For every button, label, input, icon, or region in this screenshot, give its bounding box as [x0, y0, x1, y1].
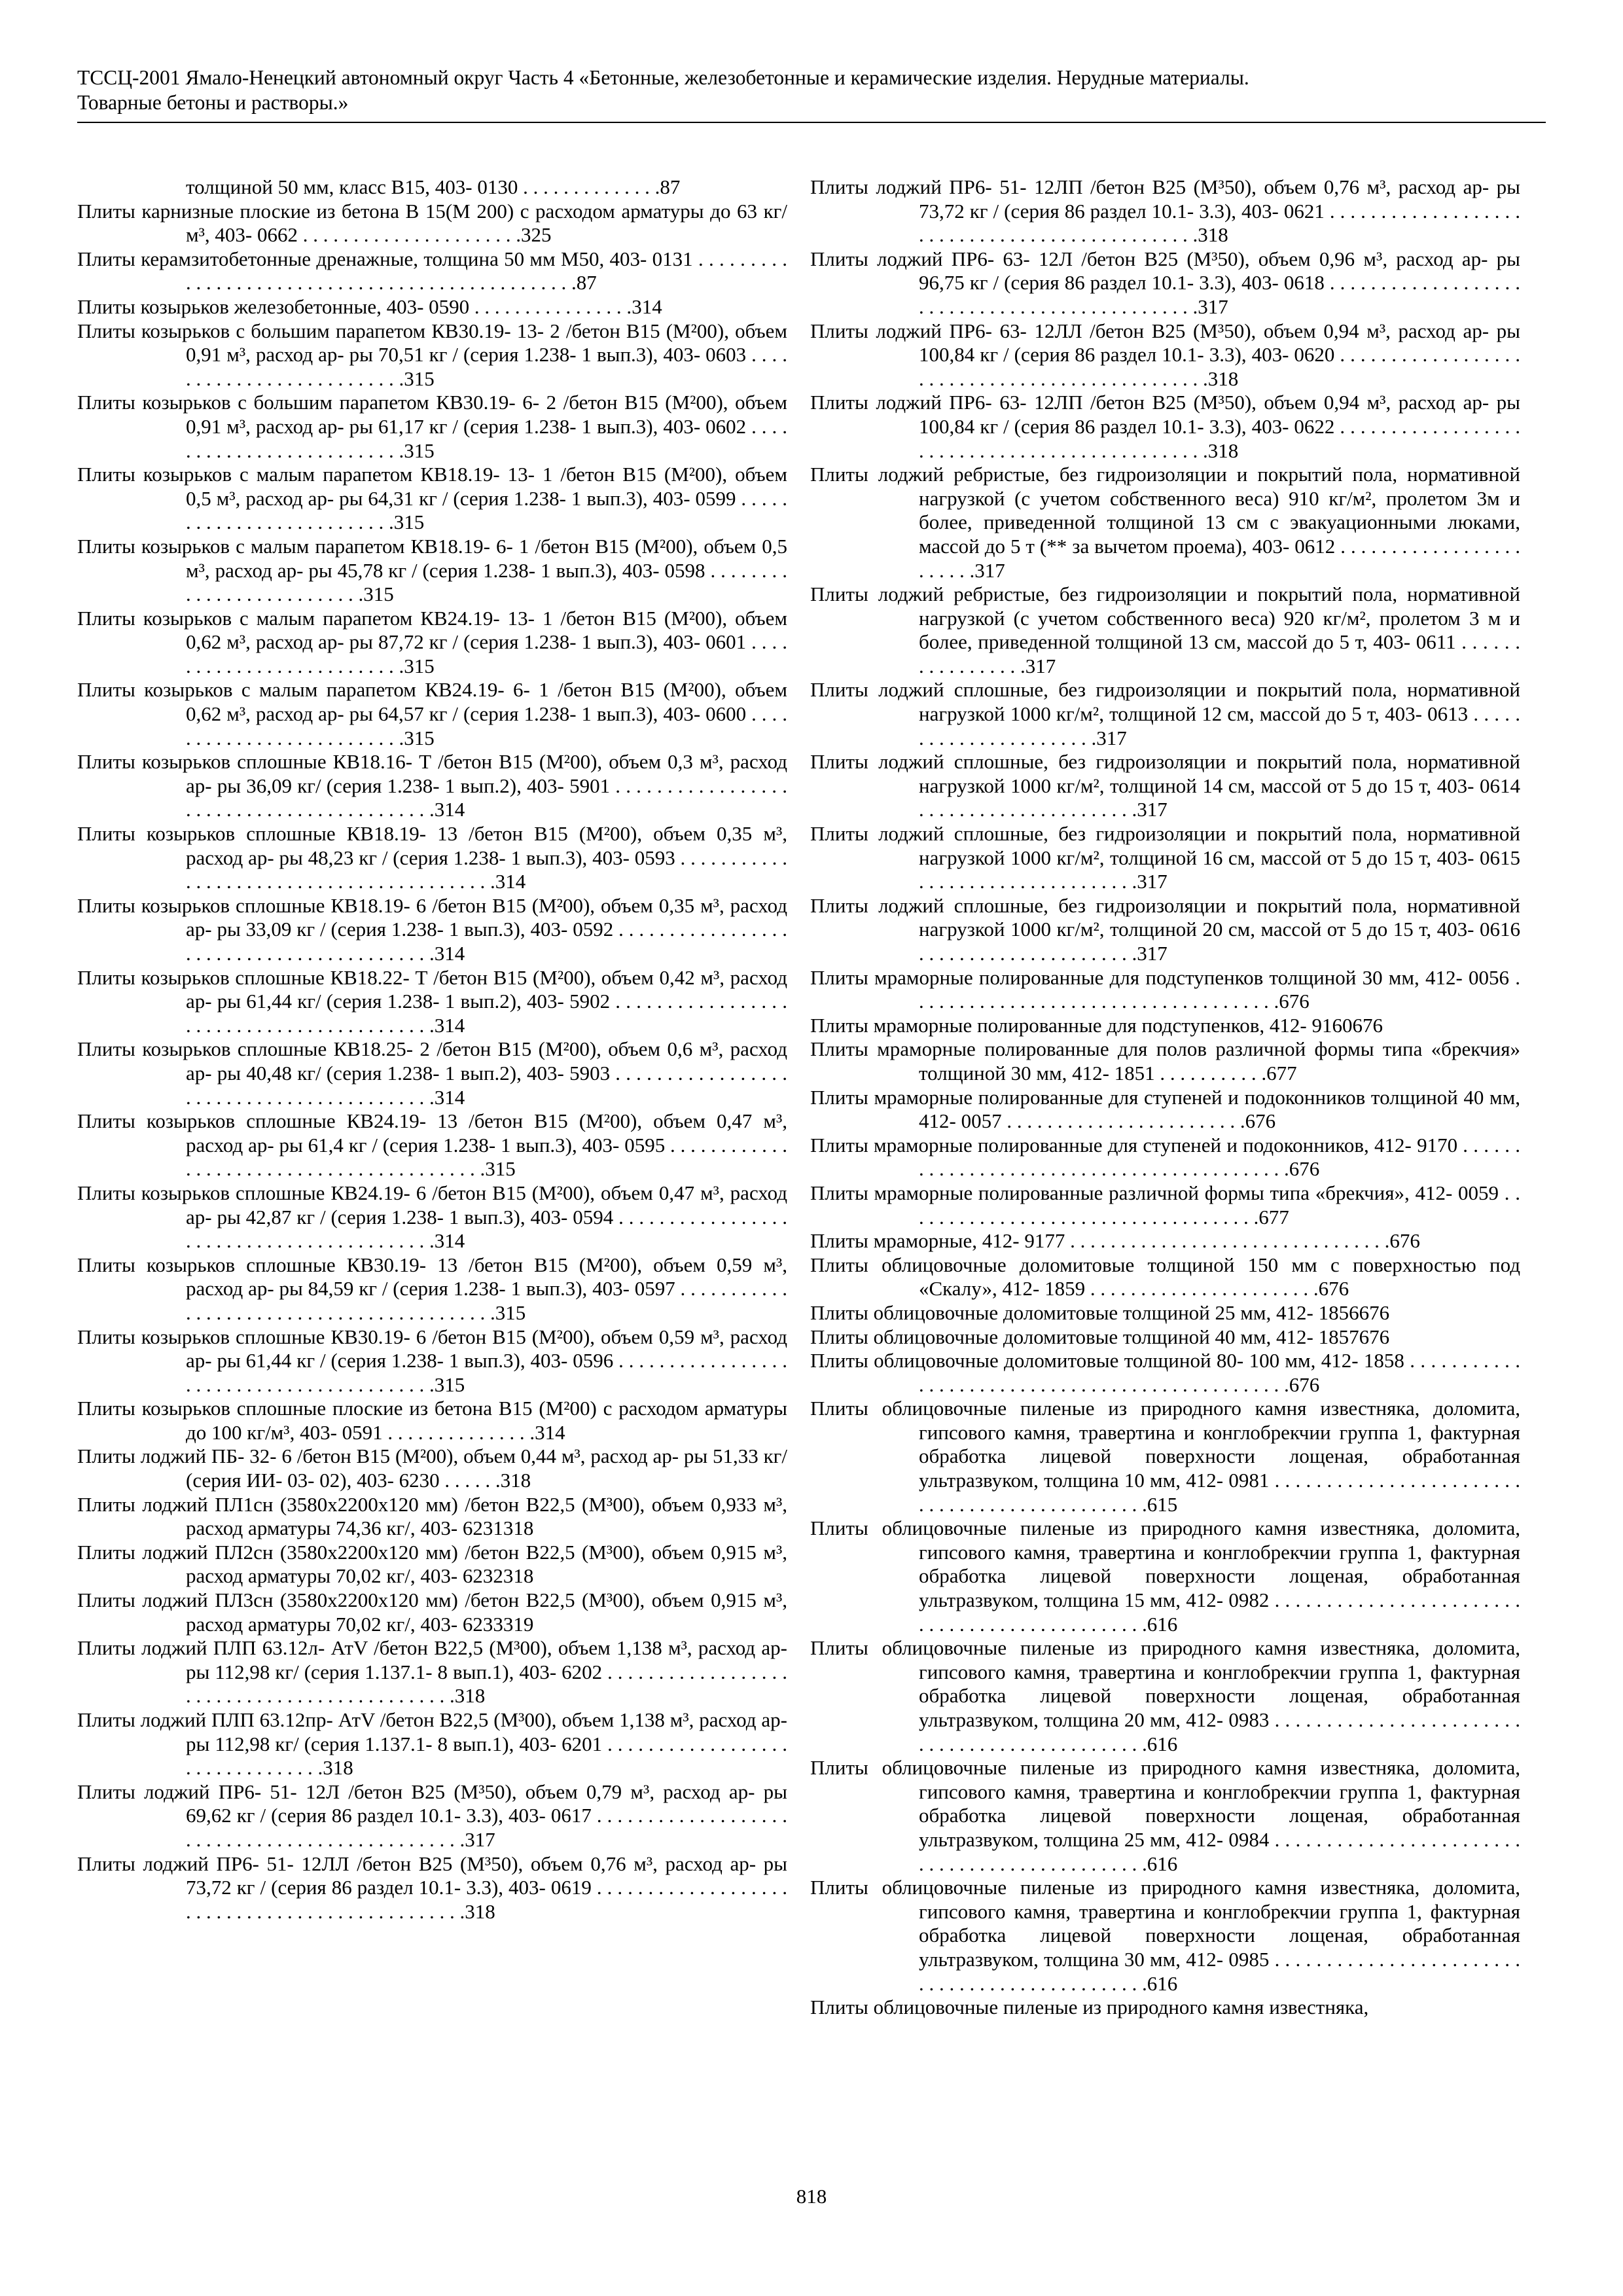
- index-entry: [810, 247, 1520, 319]
- index-entry-text: Плиты козырьков сплошные КВ24.19- 6 /бетон В15 (М²00), объем 0,47 м³, расход ар- ры 42,87 кг / (серия 1.238- 1 вып.3), 403- 0594 . . . . . . . . . . . . . . . . . . . . . . . . . . . . . . . . . . . . . . . . . .: [77, 1181, 787, 1253]
- index-entry-page: 616: [1147, 1852, 1178, 1875]
- index-entry-page: 676: [1359, 1325, 1390, 1348]
- index-entry-page: 315: [393, 511, 425, 534]
- index-entry-text: Плиты лоджий ПЛ1сн (3580х2200х120 мм) /бетон В22,5 (М³00), объем 0,933 м³, расход арматуры 74,36 кг/, 403- 6231: [77, 1492, 787, 1540]
- index-entry-text: Плиты лоджий ПБ- 32- 6 /бетон В15 (М²00), объем 0,44 м³, расход ар- ры 51,33 кг/ (серия ИИ- 03- 02), 403- 6230 . . . . . .: [77, 1444, 787, 1492]
- index-entry-text: Плиты облицовочные доломитовые толщиной 40 мм, 412- 1857: [810, 1325, 1359, 1348]
- index-entry-text: Плиты облицовочные пиленые из природного камня известняка, доломита, гипсового камня, травертина и конглобрекчии группа 1, фактурная обработка лицевой поверхности лощеная, обработанная ультразвуком, толщина 30 мм, 412- 0985 . . . . . . . . . . . . . . . . . . . . . . . . . . . . . . . . . . . . . . . . . . . . . . .: [810, 1876, 1520, 1995]
- index-entry-page: 317: [1025, 654, 1056, 677]
- index-entry: [810, 1014, 1520, 1038]
- index-entry-text: Плиты лоджий ПР6- 51- 12Л /бетон В25 (М³50), объем 0,79 м³, расход ар- ры 69,62 кг / (серия 86 раздел 10.1- 3.3), 403- 0617 . . . . . . . . . . . . . . . . . . . . . . . . . . . . . . . . . . . . . . . . . . . . . . .: [77, 1780, 787, 1851]
- index-entry-text: Плиты лоджий сплошные, без гидроизоляции и покрытий пола, нормативной нагрузкой 1000 кг/м², толщиной 16 см, массой от 5 до 15 т, 403- 0615 . . . . . . . . . . . . . . . . . . . . . .: [810, 822, 1520, 893]
- index-entry: [810, 1636, 1520, 1756]
- index-entry: [77, 1708, 787, 1780]
- index-entry-page: 616: [1147, 1971, 1178, 1995]
- index-entry-page: 317: [1096, 726, 1127, 749]
- index-entry-text: Плиты мраморные полированные для ступеней и подоконников толщиной 40 мм, 412- 0057 . . . . . . . . . . . . . . . . . . . . . . . .: [810, 1085, 1520, 1133]
- index-entry: [810, 1301, 1520, 1325]
- index-entry-text: Плиты козырьков с малым парапетом КВ18.19- 13- 1 /бетон В15 (М²00), объем 0,5 м³, расход ар- ры 64,31 кг / (серия 1.238- 1 вып.3), 403- 0599 . . . . . . . . . . . . . . . . . . . . . . . . . .: [77, 463, 787, 534]
- index-entry: [810, 319, 1520, 391]
- index-entry: [810, 583, 1520, 678]
- index-entry-text: Плиты облицовочные доломитовые толщиной 80- 100 мм, 412- 1858 . . . . . . . . . . . . . . . . . . . . . . . . . . . . . . . . . . . . . . . . . . . . . . . .: [810, 1349, 1520, 1396]
- index-entry: [77, 1037, 787, 1109]
- index-entry: [77, 1181, 787, 1253]
- index-entry-page: 314: [632, 295, 662, 318]
- index-entry: [77, 200, 787, 247]
- index-entry-page: 315: [404, 654, 435, 677]
- index-entry: [810, 1349, 1520, 1397]
- index-entry-page: 676: [1279, 990, 1310, 1013]
- index-entry-page: 315: [363, 583, 394, 606]
- index-entry-page: 317: [1137, 870, 1168, 893]
- index-entry: [77, 1636, 787, 1708]
- index-entry: [77, 607, 787, 679]
- index-entry-text: Плиты козырьков с малым парапетом КВ24.19- 6- 1 /бетон В15 (М²00), объем 0,62 м³, расход ар- ры 64,57 кг / (серия 1.238- 1 вып.3), 403- 0600 . . . . . . . . . . . . . . . . . . . . . . . . . .: [77, 678, 787, 749]
- index-entry-page: 314: [434, 1229, 465, 1253]
- index-entry-text: Плиты козырьков сплошные КВ18.19- 13 /бетон В15 (М²00), объем 0,35 м³, расход ар- ры 48,23 кг / (серия 1.238- 1 вып.3), 403- 0593 . . . . . . . . . . . . . . . . . . . . . . . . . . . . . . . . . . . . . . . . . .: [77, 822, 787, 893]
- index-entry-page: 319: [503, 1612, 534, 1636]
- index-entry-text: Плиты мраморные полированные различной формы типа «брекчия», 412- 0059 . . . . . . . . . . . . . . . . . . . . . . . . . . . . . . . . . . . .: [810, 1181, 1520, 1229]
- index-entry-page: 676: [1289, 1157, 1320, 1181]
- index-entry: [810, 1756, 1520, 1876]
- index-entry: [810, 966, 1520, 1014]
- index-entry: [77, 247, 787, 295]
- index-entry-page: 317: [1137, 942, 1168, 965]
- index-entry: [77, 1493, 787, 1541]
- index-entry-text: Плиты лоджий ПР6- 63- 12Л /бетон В25 (М³50), объем 0,96 м³, расход ар- ры 96,75 кг / (серия 86 раздел 10.1- 3.3), 403- 0618 . . . . . . . . . . . . . . . . . . . . . . . . . . . . . . . . . . . . . . . . . . . . . . .: [810, 247, 1520, 318]
- index-entry-text: Плиты лоджий ПЛ3сн (3580х2200х120 мм) /бетон В22,5 (М³00), объем 0,915 м³, расход арматуры 70,02 кг/, 403- 6233: [77, 1588, 787, 1636]
- index-entry-page: 315: [404, 726, 435, 749]
- index-entry-page: 317: [1137, 798, 1168, 821]
- header-line-2: Товарные бетоны и растворы.»: [77, 91, 349, 114]
- index-entry-text: Плиты керамзитобетонные дренажные, толщина 50 мм М50, 403- 0131 . . . . . . . . . . . . . . . . . . . . . . . . . . . . . . . . . . . . . . . . . . . . . . . .: [77, 247, 787, 295]
- index-entry-text: Плиты козырьков сплошные КВ18.25- 2 /бетон В15 (М²00), объем 0,6 м³, расход ар- ры 40,48 кг/ (серия 1.238- 1 вып.2), 403- 5903 . . . . . . . . . . . . . . . . . . . . . . . . . . . . . . . . . . . . . . . . . .: [77, 1037, 787, 1109]
- index-entry-text: Плиты лоджий ребристые, без гидроизоляции и покрытий пола, нормативной нагрузкой (с учетом собственного веса) 920 кг/м², пролетом 3 м и более, приведенной толщиной 13 см, массой до 5 т, 403- 0611 . . . . . . . . . . . . . . . . .: [810, 583, 1520, 677]
- index-entry-page: 318: [1198, 223, 1228, 247]
- index-entry: [810, 750, 1520, 822]
- index-entry-page: 318: [454, 1684, 486, 1708]
- index-entry: [77, 295, 787, 319]
- running-header: [77, 65, 1546, 115]
- index-entry: [810, 1037, 1520, 1085]
- index-entry-page: 676: [1389, 1229, 1420, 1253]
- index-entry-page: 314: [434, 1013, 465, 1037]
- index-entry-text: Плиты лоджий ПЛ2сн (3580х2200х120 мм) /бетон В22,5 (М³00), объем 0,915 м³, расход арматуры 70,02 кг/, 403- 6232: [77, 1540, 787, 1588]
- index-entry-text: Плиты облицовочные пиленые из природного камня известняка, доломита, гипсового камня, травертина и конглобрекчии группа 1, фактурная обработка лицевой поверхности лощеная, обработанная ультразвуком, толщина 10 мм, 412- 0981 . . . . . . . . . . . . . . . . . . . . . . . . . . . . . . . . . . . . . . . . . . . . . . .: [810, 1397, 1520, 1516]
- index-entry-text: Плиты козырьков сплошные КВ30.19- 6 /бетон В15 (М²00), объем 0,59 м³, расход ар- ры 61,44 кг / (серия 1.238- 1 вып.3), 403- 0596 . . . . . . . . . . . . . . . . . . . . . . . . . . . . . . . . . . . . . . . . . .: [77, 1325, 787, 1396]
- index-entry-page: 676: [1289, 1372, 1320, 1396]
- index-entry-page: 317: [465, 1827, 495, 1851]
- index-entry-text: Плиты козырьков сплошные плоские из бетона В15 (М²00) с расходом арматуры до 100 кг/м³, 403- 0591 . . . . . . . . . . . . . . .: [77, 1397, 787, 1444]
- index-entry: [810, 1134, 1520, 1181]
- index-entry: [810, 1181, 1520, 1229]
- index-entry: [810, 1229, 1520, 1253]
- index-entry: [77, 535, 787, 607]
- index-entry: [810, 678, 1520, 750]
- index-entry-page: 315: [434, 1372, 465, 1396]
- index-entry-text: Плиты козырьков с большим парапетом КВ30.19- 13- 2 /бетон В15 (М²00), объем 0,91 м³, расход ар- ры 70,51 кг / (серия 1.238- 1 вып.3), 403- 0603 . . . . . . . . . . . . . . . . . . . . . . . . . .: [77, 319, 787, 390]
- index-entry: [810, 1996, 1520, 2020]
- index-entry-text: Плиты лоджий ребристые, без гидроизоляции и покрытий пола, нормативной нагрузкой (с учетом собственного веса) 910 кг/м², пролетом 3м и более, приведенной толщиной 13 см с эвакуационными люками, массой до 5 т (** за вычетом проема), 403- 0612 . . . . . . . . . . . . . . . . . . . . . . . .: [810, 463, 1520, 582]
- index-entry-text: Плиты козырьков сплошные КВ30.19- 13 /бетон В15 (М²00), объем 0,59 м³, расход ар- ры 84,59 кг / (серия 1.238- 1 вып.3), 403- 0597 . . . . . . . . . . . . . . . . . . . . . . . . . . . . . . . . . . . . . . . . . .: [77, 1253, 787, 1324]
- index-entry: [77, 1109, 787, 1181]
- index-entry: [810, 175, 1520, 247]
- index-entry-text: Плиты козырьков с большим парапетом КВ30.19- 6- 2 /бетон В15 (М²00), объем 0,91 м³, расход ар- ры 61,17 кг / (серия 1.238- 1 вып.3), 403- 0602 . . . . . . . . . . . . . . . . . . . . . . . . . .: [77, 391, 787, 462]
- index-entry-text: Плиты козырьков сплошные КВ18.19- 6 /бетон В15 (М²00), объем 0,35 м³, расход ар- ры 33,09 кг / (серия 1.238- 1 вып.3), 403- 0592 . . . . . . . . . . . . . . . . . . . . . . . . . . . . . . . . . . . . . . . . . .: [77, 893, 787, 965]
- index-entry-text: Плиты козырьков железобетонные, 403- 0590 . . . . . . . . . . . . . . . .: [77, 295, 632, 318]
- index-entry: [810, 1516, 1520, 1636]
- index-entry-text: Плиты лоджий ПР6- 51- 12ЛП /бетон В25 (М³50), объем 0,76 м³, расход ар- ры 73,72 кг / (серия 86 раздел 10.1- 3.3), 403- 0621 . . . . . . . . . . . . . . . . . . . . . . . . . . . . . . . . . . . . . . . . . . . . . . .: [810, 175, 1520, 247]
- index-entry-text: Плиты козырьков сплошные КВ18.22- Т /бетон В15 (М²00), объем 0,42 м³, расход ар- ры 61,44 кг/ (серия 1.238- 1 вып.2), 403- 5902 . . . . . . . . . . . . . . . . . . . . . . . . . . . . . . . . . . . . . . . . . .: [77, 965, 787, 1037]
- index-entry: [77, 1588, 787, 1636]
- index-entry-text: Плиты козырьков сплошные КВ18.16- Т /бетон В15 (М²00), объем 0,3 м³, расход ар- ры 36,09 кг/ (серия 1.238- 1 вып.2), 403- 5901 . . . . . . . . . . . . . . . . . . . . . . . . . . . . . . . . . . . . . . . . . .: [77, 750, 787, 821]
- index-entry: [810, 1325, 1520, 1350]
- index-entry-text: Плиты лоджий ПЛП 63.12л- АтV /бетон В22,5 (М³00), объем 1,138 м³, расход ар- ры 112,98 кг/ (серия 1.137.1- 8 вып.1), 403- 6202 . . . . . . . . . . . . . . . . . . . . . . . . . . . . . . . . . . . . . . . . . . . . .: [77, 1636, 787, 1708]
- index-entry-text: Плиты мраморные полированные для полов различной формы типа «брекчия» толщиной 30 мм, 412- 1851 . . . . . . . . . . .: [810, 1037, 1520, 1085]
- index-entry-page: 325: [520, 223, 552, 247]
- index-entry-text: Плиты лоджий сплошные, без гидроизоляции и покрытий пола, нормативной нагрузкой 1000 кг/м², толщиной 12 см, массой до 5 т, 403- 0613 . . . . . . . . . . . . . . . . . . . . . . .: [810, 678, 1520, 749]
- index-entry-page: 616: [1147, 1612, 1178, 1636]
- index-entry-page: 318: [323, 1756, 353, 1780]
- index-entry-page: 318: [500, 1469, 531, 1492]
- index-entry: [810, 463, 1520, 583]
- index-entry-page: 676: [1318, 1277, 1349, 1300]
- index-entry: [77, 391, 787, 463]
- index-entry-page: 615: [1147, 1492, 1178, 1516]
- index-entry-text: Плиты облицовочные доломитовые толщиной 25 мм, 412- 1856: [810, 1300, 1359, 1324]
- index-entry-text: Плиты лоджий сплошные, без гидроизоляции и покрытий пола, нормативной нагрузкой 1000 кг/м², толщиной 20 см, массой от 5 до 15 т, 403- 0616 . . . . . . . . . . . . . . . . . . . . . .: [810, 893, 1520, 965]
- index-entry-page: 87: [660, 175, 681, 198]
- index-entry: [77, 463, 787, 535]
- index-entry-text: Плиты козырьков сплошные КВ24.19- 13 /бетон В15 (М²00), объем 0,47 м³, расход ар- ры 61,4 кг / (серия 1.238- 1 вып.3), 403- 0595 . . . . . . . . . . . . . . . . . . . . . . . . . . . . . . . . . . . . . . . . . .: [77, 1109, 787, 1181]
- header-rule: [77, 122, 1546, 123]
- index-entry-page: 315: [404, 439, 435, 462]
- index-entry-text: Плиты мраморные, 412- 9177 . . . . . . . . . . . . . . . . . . . . . . . . . . . . . . . .: [810, 1229, 1390, 1253]
- index-entry-text: Плиты облицовочные пиленые из природного камня известняка,: [810, 1996, 1369, 2019]
- index-entry-page: 318: [465, 1899, 495, 1923]
- index-entry-page: 677: [1258, 1205, 1289, 1229]
- index-entry-page: 318: [1207, 439, 1239, 462]
- index-entry: [810, 1086, 1520, 1134]
- index-entry-page: 314: [535, 1420, 565, 1444]
- index-entry-text: Плиты мраморные полированные для подступенков толщиной 30 мм, 412- 0056 . . . . . . . . . . . . . . . . . . . . . . . . . . . . . . . . . . . . .: [810, 965, 1520, 1013]
- index-column-right: [810, 175, 1520, 2020]
- index-entry-page: 318: [503, 1516, 534, 1540]
- index-entry-page: 314: [434, 798, 465, 821]
- index-entry-page: 318: [503, 1564, 534, 1588]
- index-entry-page: 317: [974, 558, 1005, 582]
- index-entry-page: 318: [1207, 367, 1239, 390]
- index-entry: [77, 1397, 787, 1444]
- index-entry-page: 315: [485, 1157, 516, 1181]
- index-entry-text: Плиты лоджий сплошные, без гидроизоляции и покрытий пола, нормативной нагрузкой 1000 кг/м², толщиной 14 см, массой от 5 до 15 т, 403- 0614 . . . . . . . . . . . . . . . . . . . . . .: [810, 750, 1520, 821]
- index-entry: [77, 1852, 787, 1924]
- index-entry-text: Плиты мраморные полированные для ступеней и подоконников, 412- 9170 . . . . . . . . . . . . . . . . . . . . . . . . . . . . . . . . . . . . . . . . . . .: [810, 1133, 1520, 1181]
- index-entry: [77, 175, 787, 200]
- index-entry: [77, 966, 787, 1038]
- index-entry-text: Плиты облицовочные доломитовые толщиной 150 мм с поверхностью под «Скалу», 412- 1859 . . . . . . . . . . . . . . . . . . . . . . .: [810, 1253, 1520, 1300]
- header-line-1: ТССЦ-2001 Ямало-Ненецкий автономный округ Часть 4 «Бетонные, железобетонные и керамические изделия. Нерудные материалы.: [77, 66, 1249, 89]
- index-entry-text: Плиты козырьков с малым парапетом КВ24.19- 13- 1 /бетон В15 (М²00), объем 0,62 м³, расход ар- ры 87,72 кг / (серия 1.238- 1 вып.3), 403- 0601 . . . . . . . . . . . . . . . . . . . . . . . . . .: [77, 606, 787, 677]
- index-entry: [77, 1541, 787, 1588]
- index-entry-page: 317: [1198, 295, 1228, 318]
- index-column-left: [77, 175, 787, 1924]
- index-entry-text: толщиной 50 мм, класс В15, 403- 0130 . . . . . . . . . . . . . .: [186, 175, 660, 198]
- index-entry-text: Плиты облицовочные пиленые из природного камня известняка, доломита, гипсового камня, травертина и конглобрекчии группа 1, фактурная обработка лицевой поверхности лощеная, обработанная ультразвуком, толщина 15 мм, 412- 0982 . . . . . . . . . . . . . . . . . . . . . . . . . . . . . . . . . . . . . . . . . . . . . . .: [810, 1516, 1520, 1636]
- index-entry-page: 676: [1245, 1109, 1276, 1133]
- index-entry-page: 314: [434, 942, 465, 965]
- index-entry: [77, 1780, 787, 1852]
- index-entry-page: 314: [434, 1085, 465, 1109]
- index-entry-text: Плиты козырьков с малым парапетом КВ18.19- 6- 1 /бетон В15 (М²00), объем 0,5 м³, расход ар- ры 45,78 кг / (серия 1.238- 1 вып.3), 403- 0598 . . . . . . . . . . . . . . . . . . . . . . . . . .: [77, 534, 787, 606]
- index-entry-text: Плиты облицовочные пиленые из природного камня известняка, доломита, гипсового камня, травертина и конглобрекчии группа 1, фактурная обработка лицевой поверхности лощеная, обработанная ультразвуком, толщина 20 мм, 412- 0983 . . . . . . . . . . . . . . . . . . . . . . . . . . . . . . . . . . . . . . . . . . . . . . .: [810, 1636, 1520, 1755]
- index-entry: [810, 1876, 1520, 1996]
- index-entry: [810, 391, 1520, 463]
- page-number: 818: [796, 2185, 827, 2208]
- index-entry-text: Плиты мраморные полированные для подступенков, 412- 9160: [810, 1013, 1353, 1037]
- index-entry: [810, 894, 1520, 966]
- index-entry-text: Плиты лоджий ПЛП 63.12пр- АтV /бетон В22,5 (М³00), объем 1,138 м³, расход ар- ры 112,98 кг/ (серия 1.137.1- 8 вып.1), 403- 6201 . . . . . . . . . . . . . . . . . . . . . . . . . . . . . . . .: [77, 1708, 787, 1780]
- index-entry-text: Плиты карнизные плоские из бетона В 15(М 200) с расходом арматуры до 63 кг/м³, 403- 0662 . . . . . . . . . . . . . . . . . . . . . .: [77, 199, 787, 247]
- index-entry: [810, 1397, 1520, 1516]
- index-entry: [77, 894, 787, 966]
- index-entry: [77, 822, 787, 894]
- index-entry-page: 315: [404, 367, 435, 390]
- index-entry-page: 315: [495, 1300, 526, 1324]
- index-entry-page: 676: [1352, 1013, 1383, 1037]
- index-entry-page: 676: [1359, 1300, 1390, 1324]
- index-entry: [810, 1253, 1520, 1301]
- index-entry: [77, 1444, 787, 1492]
- index-entry: [77, 1253, 787, 1325]
- index-entry-text: Плиты лоджий ПР6- 63- 12ЛП /бетон В25 (М³50), объем 0,94 м³, расход ар- ры 100,84 кг / (серия 86 раздел 10.1- 3.3), 403- 0622 . . . . . . . . . . . . . . . . . . . . . . . . . . . . . . . . . . . . . . . . . . . . . . .: [810, 391, 1520, 462]
- index-entry-page: 314: [495, 870, 526, 893]
- index-entry: [77, 1325, 787, 1397]
- index-entry-text: Плиты лоджий ПР6- 63- 12ЛЛ /бетон В25 (М³50), объем 0,94 м³, расход ар- ры 100,84 кг / (серия 86 раздел 10.1- 3.3), 403- 0620 . . . . . . . . . . . . . . . . . . . . . . . . . . . . . . . . . . . . . . . . . . . . . . .: [810, 319, 1520, 390]
- index-entry: [77, 319, 787, 391]
- index-entry: [77, 678, 787, 750]
- index-entry-page: 677: [1266, 1061, 1297, 1085]
- index-entry: [77, 750, 787, 822]
- index-entry: [810, 822, 1520, 894]
- index-entry-page: 616: [1147, 1732, 1178, 1755]
- index-entry-text: Плиты лоджий ПР6- 51- 12ЛЛ /бетон В25 (М³50), объем 0,76 м³, расход ар- ры 73,72 кг / (серия 86 раздел 10.1- 3.3), 403- 0619 . . . . . . . . . . . . . . . . . . . . . . . . . . . . . . . . . . . . . . . . . . . . . . .: [77, 1852, 787, 1923]
- index-entry-page: 87: [576, 271, 597, 295]
- index-entry-text: Плиты облицовочные пиленые из природного камня известняка, доломита, гипсового камня, травертина и конглобрекчии группа 1, фактурная обработка лицевой поверхности лощеная, обработанная ультразвуком, толщина 25 мм, 412- 0984 . . . . . . . . . . . . . . . . . . . . . . . . . . . . . . . . . . . . . . . . . . . . . . .: [810, 1756, 1520, 1875]
